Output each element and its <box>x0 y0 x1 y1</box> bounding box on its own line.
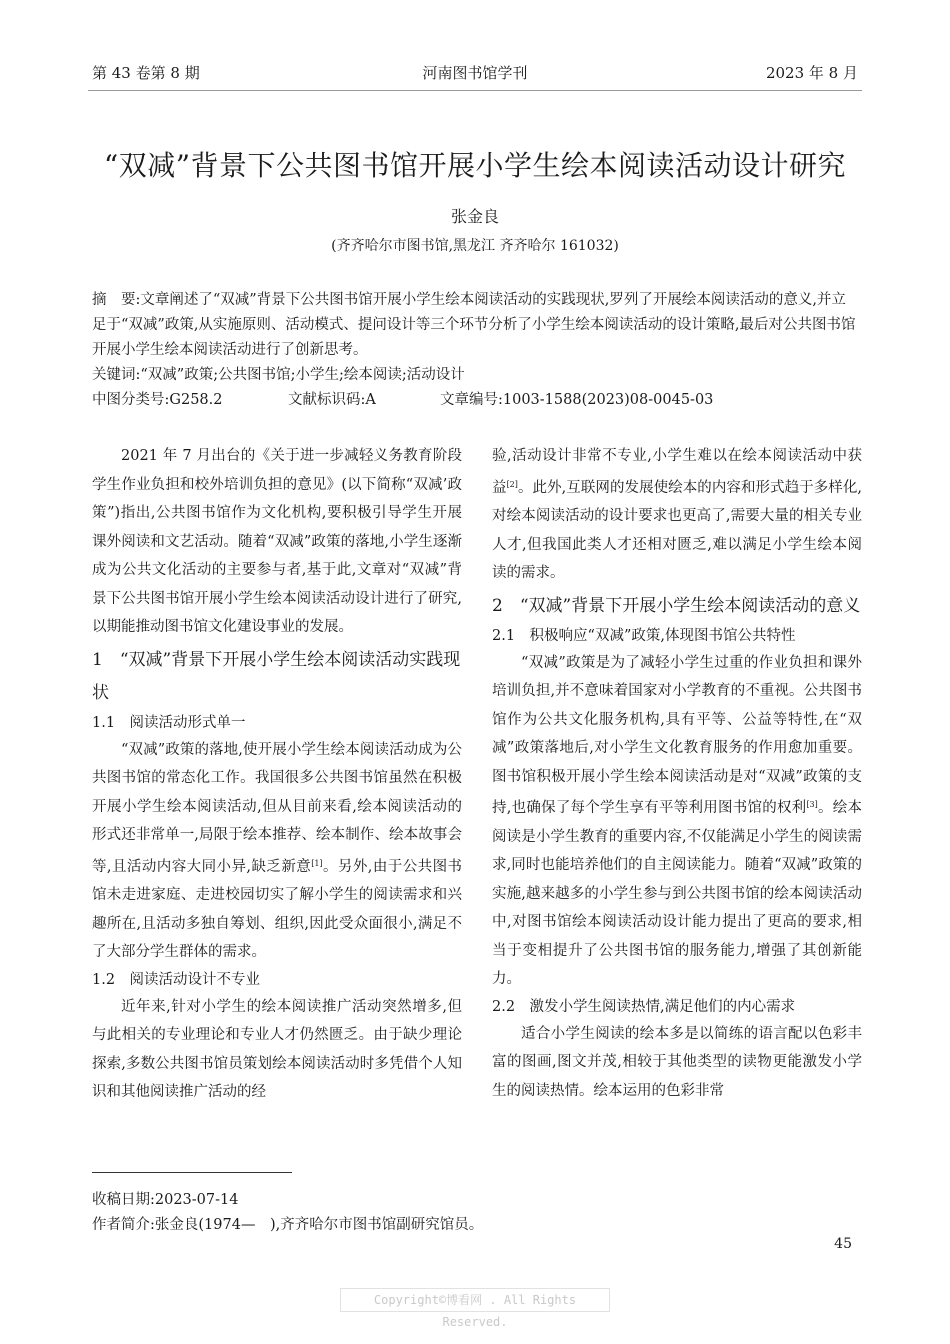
page-number: 45 <box>834 1236 852 1252</box>
paragraph-text: 。绘本阅读是小学生教育的重要内容,不仅能满足小学生的阅读需求,同时也能培养他们的自主阅读能力。随着“双减”政策的实施,越来越多的小学生参与到公共图书馆的绘本阅读活动中,对图书馆绘本阅读活动设计能力提出了更高的要求,相当于变相提升了公共图书馆的服务能力,增强了其创新能力。 <box>492 800 863 987</box>
footnote-divider <box>92 1172 292 1173</box>
abstract-block <box>92 288 860 413</box>
subsection-heading-2-2: 2.2 激发小学生阅读热情,满足他们的内心需求 <box>492 998 796 1015</box>
body-paragraph <box>92 736 462 967</box>
body-column-right <box>492 442 862 1105</box>
article-title: “双减”背景下公共图书馆开展小学生绘本阅读活动设计研究 <box>103 149 847 182</box>
subsection-heading-1-1: 1.1 阅读活动形式单一 <box>92 714 246 731</box>
journal-volume-issue: 第 43 卷第 8 期 <box>92 64 200 82</box>
abstract-label: 摘 要: <box>92 292 141 308</box>
abstract-paragraph <box>92 288 860 363</box>
keywords-label: 关键词: <box>92 367 141 383</box>
publication-date: 2023 年 8 月 <box>765 64 858 82</box>
classification-line <box>92 388 860 413</box>
keywords-line <box>92 363 860 388</box>
subsection-heading-1-2: 1.2 阅读活动设计不专业 <box>92 971 261 988</box>
citation-ref-1: [1] <box>311 858 323 868</box>
paragraph-text: 。另外,由于公共图书馆未走进家庭、走进校园切实了解小学生的阅读需求和兴趣所在,且活动多独自筹划、组织,因此受众面很小,满足不了大部分学生群体的需求。 <box>92 858 463 960</box>
author-bio: 作者简介:张金良(1974— ),齐齐哈尔市图书馆副研究馆员。 <box>92 1217 484 1233</box>
document-code: 文献标识码:A <box>288 392 376 408</box>
keywords-text: “双减”政策;公共图书馆;小学生;绘本阅读;活动设计 <box>140 367 465 383</box>
body-paragraph: 近年来,针对小学生的绘本阅读推广活动突然增多,但与此相关的专业理论和专业人才仍然匮乏。由于缺少理论探索,多数公共图书馆员策划绘本阅读活动时多凭借个人知识和其他阅读推广活动的经 <box>92 998 462 1100</box>
article-author: 张金良 <box>450 207 499 226</box>
body-paragraph: 适合小学生阅读的绘本多是以简练的语言配以色彩丰富的图画,图文并茂,相较于其他类型的读物更能激发小学生的阅读热情。绘本运用的色彩非常 <box>492 1025 862 1099</box>
subsection-heading-2-1: 2.1 积极响应“双减”政策,体现图书馆公共特性 <box>492 627 796 644</box>
abstract-text: 文章阐述了“双减”背景下公共图书馆开展小学生绘本阅读活动的实践现状,罗列了开展绘本阅读活动的意义,并立足于“双减”政策,从实施原则、活动模式、提问设计等三个环节分析了小学生绘本阅读活动的设计策略,最后对公共图书馆开展小学生绘本阅读活动进行了创新思考。 <box>92 292 856 358</box>
body-paragraph-continued <box>492 442 862 588</box>
intro-paragraph: 2021 年 7 月出台的《关于进一步减轻义务教育阶段学生作业负担和校外培训负担的意见》(以下简称“双减’政策”)指出,公共图书馆作为文化机构,要积极引导学生开展课外阅读和文艺活动。随着“双减”政策的落地,小学生逐渐成为公共文化活动的主要参与者,基于此,文章对“双减”背景下公共图书馆开展小学生绘本阅读活动设计进行了研究,以期能推动图书馆文化建设事业的发展。 <box>92 448 462 635</box>
paragraph-text: 验,活动设计非常不专业,小学生难以在绘本阅读活动中获益 <box>492 448 862 496</box>
body-paragraph <box>492 649 862 994</box>
paragraph-text: “双减”政策是为了减轻小学生过重的作业负担和课外培训负担,并不意味着国家对小学教育的不重视。公共图书馆作为公共文化服务机构,具有平等、公益等特性,在“双减”政策落地后,对小学生文化教育服务的作用愈加重要。图书馆积极开展小学生绘本阅读活动是对“双减”政策的支持,也确保了每个学生享有平等利用图书馆的权利 <box>492 654 862 816</box>
clc-number: 中图分类号:G258.2 <box>92 392 223 408</box>
citation-ref-3: [3] <box>806 800 818 809</box>
citation-ref-2: [2] <box>506 479 518 489</box>
footnotes <box>92 1188 792 1238</box>
copyright-watermark: Copyright©博看网 . All Rights Reserved. <box>340 1288 610 1312</box>
journal-name: 河南图书馆学刊 <box>422 64 528 82</box>
paragraph-text: “双减”政策的落地,使开展小学生绘本阅读活动成为公共图书馆的常态化工作。我国很多公共图书馆虽然在积极开展小学生绘本阅读活动,但从目前来看,绘本阅读活动的形式还非常单一,局限于绘本推荐、绘本制作、绘本故事会等,且活动内容大同小异,缺乏新意 <box>92 741 462 875</box>
section-heading-2: 2 “双减”背景下开展小学生绘本阅读活动的意义 <box>492 595 861 616</box>
header-divider <box>88 90 862 91</box>
received-date: 收稿日期:2023-07-14 <box>92 1192 239 1208</box>
section-heading-1: 1 “双减”背景下开展小学生绘本阅读活动实践现状 <box>92 649 461 703</box>
body-column-left <box>92 442 462 1107</box>
author-affiliation: (齐齐哈尔市图书馆,黑龙江 齐齐哈尔 161032) <box>331 238 619 254</box>
paragraph-text: 。此外,互联网的发展使绘本的内容和形式趋于多样化,对绘本阅读活动的设计要求也更高了,需要大量的相关专业人才,但我国此类人才还相对匮乏,难以满足小学生绘本阅读的需求。 <box>492 479 863 581</box>
article-number: 文章编号:1003-1588(2023)08-0045-03 <box>440 392 714 408</box>
